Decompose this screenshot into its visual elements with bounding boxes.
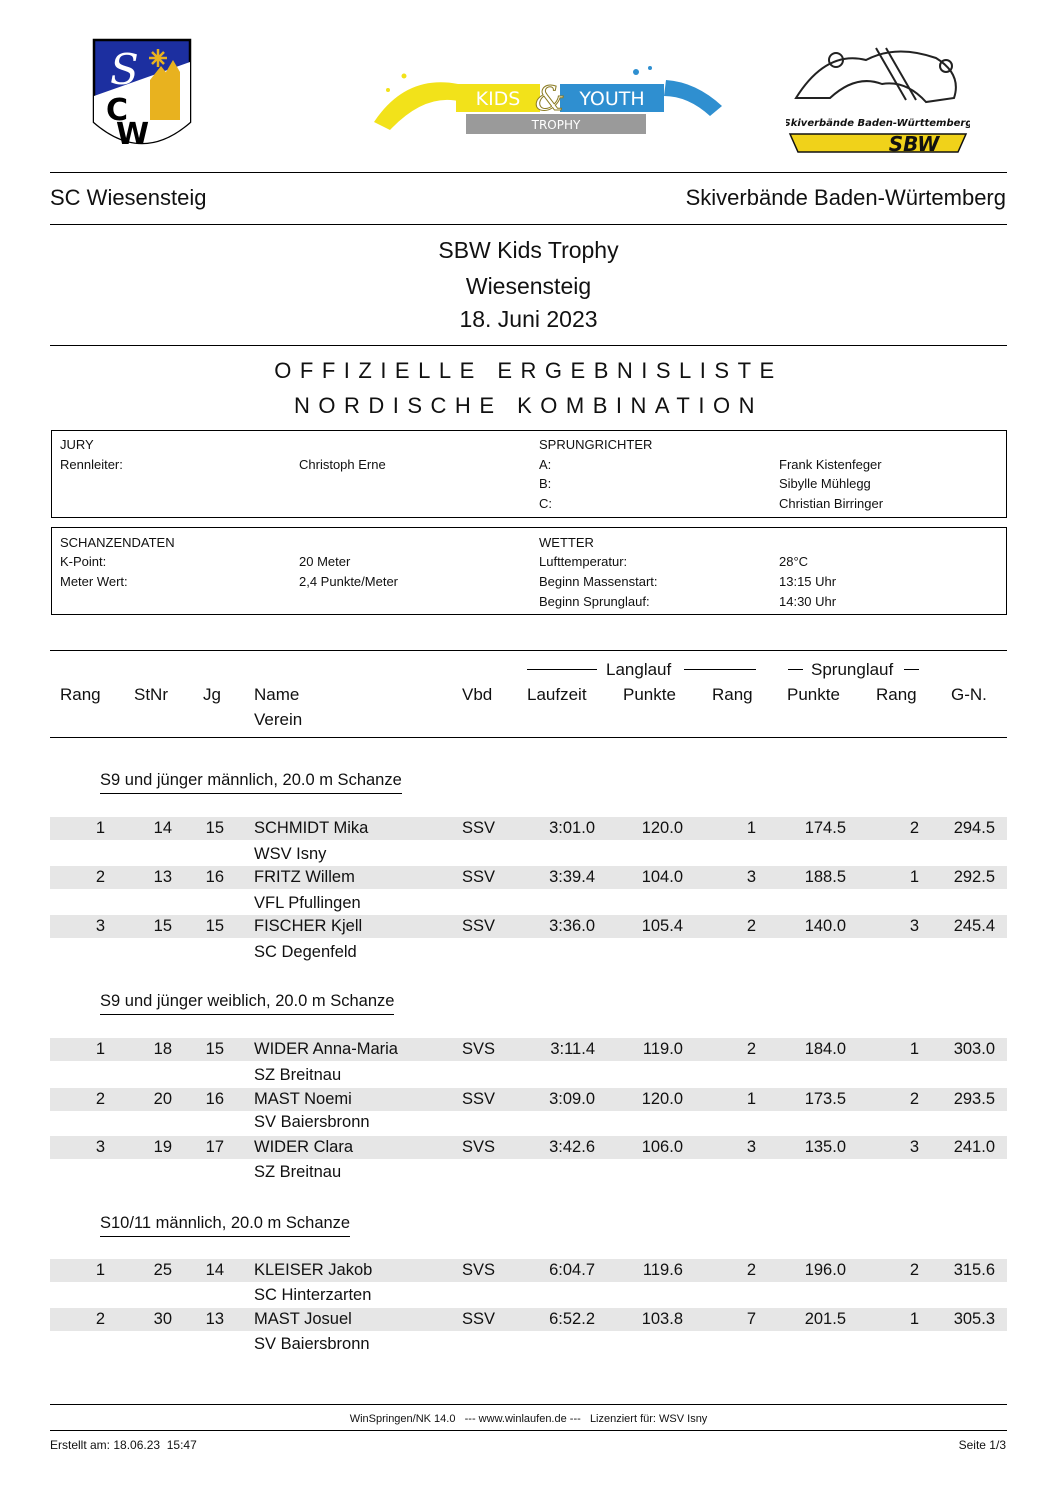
jury-heading: JURY (60, 437, 94, 452)
cell-stnr: 18 (153, 1040, 172, 1058)
created-timestamp: Erstellt am: 18.06.23 15:47 (50, 1438, 197, 1452)
cell-name: FRITZ Willem (254, 868, 355, 886)
logo-letter-c: C (106, 93, 129, 128)
cell-vbd: SSV (462, 868, 496, 886)
software-credit: WinSpringen/NK 14.0 --- www.winlaufen.de --- Lizenziert für: WSV Isny (349, 1413, 708, 1425)
cell-jg: 15 (205, 819, 224, 837)
cell-sp-rang: 1 (909, 868, 919, 886)
cell-gn: 241.0 (953, 1138, 995, 1156)
table-row (50, 1308, 1007, 1331)
cell-gn: 315.6 (953, 1261, 995, 1279)
list-title-line2: NORDISCHE KOMBINATION (293, 393, 763, 418)
cell-jg: 16 (205, 868, 224, 886)
weather-value: 14:30 Uhr (779, 594, 837, 609)
cell-gn: 293.5 (953, 1090, 995, 1108)
cell-club: SV Baiersbronn (254, 1335, 370, 1353)
association-name: Skiverbände Baden-Würtemberg (685, 185, 1006, 210)
cell-sp-rang: 1 (909, 1040, 919, 1058)
cell-ll-rang: 2 (746, 1261, 756, 1279)
cell-rang: 2 (95, 1310, 105, 1328)
cell-ll-rang: 7 (746, 1310, 756, 1328)
cell-stnr: 15 (153, 917, 172, 935)
cell-club: SC Hinterzarten (254, 1286, 372, 1304)
cell-laufzeit: 6:04.7 (549, 1261, 595, 1279)
col-header-sp-rang: Rang (876, 685, 917, 704)
cell-laufzeit: 3:01.0 (549, 819, 595, 837)
page-number: Seite 1/3 (958, 1438, 1006, 1452)
cell-ll-punkte: 120.0 (641, 1090, 683, 1108)
cell-vbd: SVS (462, 1261, 496, 1279)
cell-name: WIDER Clara (254, 1138, 354, 1156)
meter-value-value: 2,4 Punkte/Meter (299, 574, 398, 589)
col-header-stnr: StNr (134, 685, 168, 704)
col-header-gn: G-N. (951, 685, 987, 704)
logo-letter-s: S (110, 45, 139, 94)
cell-sp-punkte: 173.5 (804, 1090, 846, 1108)
cell-laufzeit: 3:36.0 (549, 917, 595, 935)
cell-ll-rang: 2 (746, 1040, 756, 1058)
sprunglauf-rule (788, 669, 803, 670)
col-header-ll-rang: Rang (712, 685, 753, 704)
cell-ll-rang: 1 (746, 819, 756, 837)
divider (50, 345, 1007, 346)
col-header-vbd: Vbd (462, 685, 493, 704)
cell-laufzeit: 3:11.4 (550, 1040, 595, 1058)
judge-label: C: (539, 496, 552, 511)
cell-ll-punkte: 104.0 (641, 868, 683, 886)
col-header-rang: Rang (60, 685, 101, 704)
cell-sp-punkte: 140.0 (804, 917, 846, 935)
cell-club: VFL Pfullingen (254, 894, 361, 912)
col-header-verein: Verein (254, 710, 303, 729)
cell-sp-punkte: 201.5 (804, 1310, 846, 1328)
judge-label: B: (539, 476, 552, 491)
col-header-sp-punkte: Punkte (787, 685, 840, 704)
category-title: S10/11 männlich, 20.0 m Schanze (100, 1214, 350, 1237)
event-place: Wiesensteig (465, 273, 592, 299)
langlauf-rule (684, 669, 756, 670)
cell-ll-rang: 3 (746, 868, 756, 886)
divider (50, 650, 1007, 651)
divider (50, 737, 1007, 738)
table-row (50, 1259, 1007, 1282)
cell-stnr: 25 (153, 1261, 172, 1279)
cell-gn: 294.5 (953, 819, 995, 837)
cell-sp-rang: 2 (909, 1090, 919, 1108)
judge-name: Sibylle Mühlegg (779, 476, 871, 491)
cell-stnr: 19 (153, 1138, 172, 1156)
divider (50, 172, 1007, 173)
cell-stnr: 20 (153, 1090, 172, 1108)
cell-rang: 2 (95, 868, 105, 886)
weather-label: Beginn Sprunglauf: (539, 594, 650, 609)
cell-name: MAST Noemi (254, 1090, 352, 1108)
cell-ll-rang: 3 (746, 1138, 756, 1156)
logo-kids-text: KIDS (475, 88, 521, 110)
cell-sp-punkte: 188.5 (804, 868, 846, 886)
cell-laufzeit: 3:09.0 (549, 1090, 595, 1108)
cell-rang: 1 (95, 1040, 105, 1058)
cell-name: KLEISER Jakob (254, 1261, 373, 1279)
cell-vbd: SSV (462, 917, 496, 935)
divider (50, 224, 1007, 225)
cell-ll-punkte: 103.8 (641, 1310, 683, 1328)
cell-stnr: 13 (153, 868, 172, 886)
cell-ll-punkte: 106.0 (641, 1138, 683, 1156)
cell-sp-punkte: 135.0 (804, 1138, 846, 1156)
cell-stnr: 14 (153, 819, 172, 837)
langlauf-group-label: Langlauf (606, 660, 672, 679)
cell-sp-rang: 3 (909, 1138, 919, 1156)
col-header-jg: Jg (203, 685, 221, 704)
cell-rang: 3 (95, 917, 105, 935)
logo-youth-text: YOUTH (579, 88, 645, 110)
category-title: S9 und jünger weiblich, 20.0 m Schanze (100, 992, 394, 1015)
cell-vbd: SSV (462, 1090, 496, 1108)
cell-jg: 17 (205, 1138, 224, 1156)
table-row (50, 1038, 1007, 1061)
cell-name: SCHMIDT Mika (254, 819, 369, 837)
cell-club: SZ Breitnau (254, 1066, 342, 1084)
cell-gn: 245.4 (953, 917, 995, 935)
meter-value-label: Meter Wert: (60, 574, 128, 589)
col-header-laufzeit: Laufzeit (527, 685, 587, 704)
sbw-caption: Skiverbände Baden-Württemberg (786, 118, 970, 129)
logo-letter-w: W (116, 117, 150, 152)
cell-gn: 292.5 (953, 868, 995, 886)
cell-vbd: SSV (462, 819, 496, 837)
judge-label: A: (539, 457, 552, 472)
langlauf-rule (527, 669, 597, 670)
cell-ll-punkte: 105.4 (641, 917, 683, 935)
cell-ll-rang: 1 (746, 1090, 756, 1108)
cell-laufzeit: 3:42.6 (549, 1138, 595, 1156)
cell-jg: 16 (205, 1090, 224, 1108)
weather-heading: WETTER (539, 535, 594, 550)
cell-name: MAST Josuel (254, 1310, 352, 1328)
cell-sp-rang: 2 (909, 1261, 919, 1279)
table-row (50, 1136, 1007, 1159)
jury-box (51, 430, 1007, 518)
hill-heading: SCHANZENDATEN (60, 535, 175, 550)
cell-stnr: 30 (153, 1310, 172, 1328)
category-title: S9 und jünger männlich, 20.0 m Schanze (100, 771, 402, 794)
event-title: SBW Kids Trophy (438, 237, 619, 263)
cell-club: WSV Isny (254, 845, 327, 863)
cell-sp-rang: 1 (909, 1310, 919, 1328)
judge-name: Christian Birringer (779, 496, 884, 511)
cell-sp-punkte: 174.5 (804, 819, 846, 837)
list-title-line1: OFFIZIELLE ERGEBNISLISTE (274, 358, 783, 383)
cell-rang: 1 (95, 1261, 105, 1279)
judge-name: Frank Kistenfeger (779, 457, 882, 472)
table-row (50, 866, 1007, 889)
cell-club: SZ Breitnau (254, 1163, 342, 1181)
kids-youth-trophy-logo (366, 62, 728, 140)
cell-vbd: SVS (462, 1040, 496, 1058)
cell-rang: 2 (95, 1090, 105, 1108)
kpoint-label: K-Point: (60, 554, 107, 569)
cell-ll-punkte: 120.0 (641, 819, 683, 837)
cell-jg: 15 (205, 917, 224, 935)
cell-jg: 14 (205, 1261, 224, 1279)
cell-club: SC Degenfeld (254, 943, 357, 961)
cell-name: WIDER Anna-Maria (254, 1040, 398, 1058)
cell-sp-punkte: 196.0 (804, 1261, 846, 1279)
cell-sp-rang: 3 (909, 917, 919, 935)
judges-heading: SPRUNGRICHTER (539, 437, 653, 452)
organizer-name: SC Wiesensteig (50, 185, 207, 210)
cell-sp-rang: 2 (909, 819, 919, 837)
sprunglauf-rule (904, 669, 919, 670)
sprunglauf-group-label: Sprunglauf (811, 660, 894, 679)
cell-laufzeit: 6:52.2 (549, 1310, 595, 1328)
weather-value: 28°C (779, 554, 809, 569)
cell-rang: 1 (95, 819, 105, 837)
sbw-brand: SBW (888, 132, 940, 156)
cell-gn: 303.0 (953, 1040, 995, 1058)
cell-gn: 305.3 (953, 1310, 995, 1328)
event-date: 18. Juni 2023 (459, 306, 598, 332)
hill-weather-box (51, 527, 1007, 615)
cell-ll-rang: 2 (746, 917, 756, 935)
weather-label: Beginn Massenstart: (539, 574, 658, 589)
divider (50, 1404, 1007, 1405)
cell-jg: 15 (205, 1040, 224, 1058)
cell-ll-punkte: 119.0 (642, 1040, 683, 1058)
cell-vbd: SSV (462, 1310, 496, 1328)
sbw-logo (786, 40, 970, 158)
cell-laufzeit: 3:39.4 (549, 868, 595, 886)
sc-wiesensteig-logo (88, 36, 196, 158)
table-row (50, 1088, 1007, 1111)
cell-jg: 13 (205, 1310, 224, 1328)
logo-trophy-text: TROPHY (531, 118, 581, 132)
table-row (50, 915, 1007, 938)
cell-ll-punkte: 119.6 (642, 1261, 683, 1279)
weather-value: 13:15 Uhr (779, 574, 837, 589)
cell-rang: 3 (95, 1138, 105, 1156)
cell-name: FISCHER Kjell (254, 917, 363, 935)
rennleiter-value: Christoph Erne (299, 457, 386, 472)
divider (50, 1430, 1007, 1431)
col-header-name: Name (254, 685, 300, 704)
table-row (50, 817, 1007, 840)
logo-amp-text: & (534, 79, 566, 119)
cell-club: SV Baiersbronn (254, 1113, 370, 1131)
weather-label: Lufttemperatur: (539, 554, 628, 569)
col-header-ll-punkte: Punkte (623, 685, 676, 704)
cell-vbd: SVS (462, 1138, 496, 1156)
rennleiter-label: Rennleiter: (60, 457, 123, 472)
cell-sp-punkte: 184.0 (804, 1040, 846, 1058)
kpoint-value: 20 Meter (299, 554, 351, 569)
